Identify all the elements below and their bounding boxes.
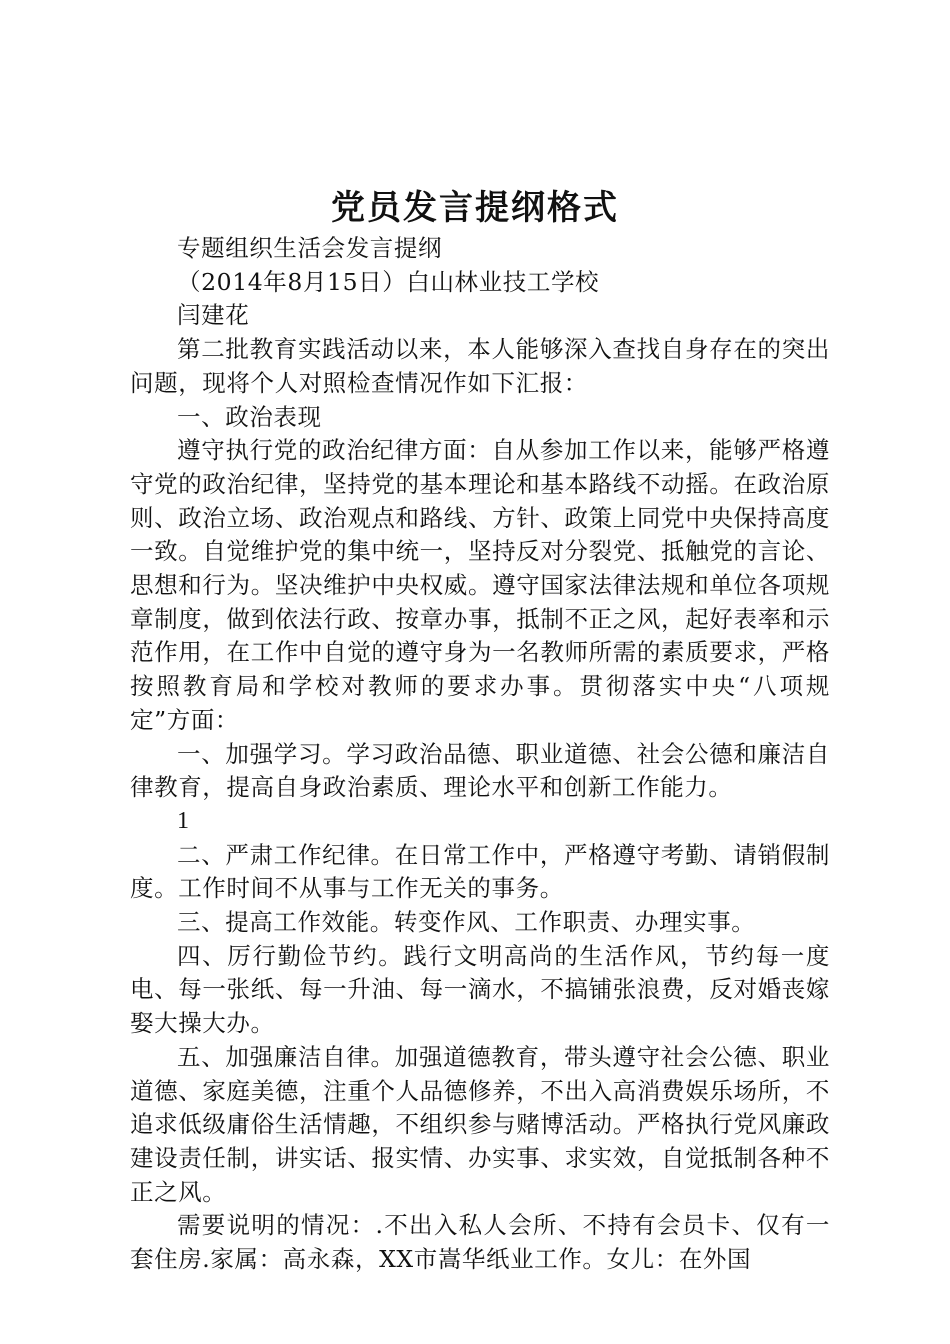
intro-paragraph: 第二批教育实践活动以来，本人能够深入查找自身存在的突出问题，现将个人对照检查情况作如下汇报：	[130, 335, 830, 397]
author-line: 闫建花	[177, 301, 250, 330]
document-title: 党员发言提纲格式	[331, 188, 619, 228]
date-school-line: （2014年8月15日）白山林业技工学校	[177, 267, 600, 296]
subtitle-line: 专题组织生活会发言提纲	[177, 234, 443, 262]
section-heading: 一、政治表现	[177, 402, 322, 431]
item-2-paragraph: 二、严肃工作纪律。在日常工作中，严格遵守考勤、请销假制度。工作时间不从事与工作无关的事务。	[130, 840, 830, 903]
item-4-paragraph: 四、厉行勤俭节约。践行文明高尚的生活作风，节约每一度电、每一张纸、每一升油、每一滴水，不搞铺张浪费，反对婚丧嫁娶大操大办。	[130, 941, 830, 1038]
document-body	[130, 232, 830, 1277]
item-1-paragraph: 一、加强学习。学习政治品德、职业道德、社会公德和廉洁自律教育，提高自身政治素质、理论水平和创新工作能力。	[130, 739, 830, 802]
item-5-paragraph: 五、加强廉洁自律。加强道德教育，带头遵守社会公德、职业道德、家庭美德，注重个人品德修养，不出入高消费娱乐场所，不追求低级庸俗生活情趣，不组织参与赌博活动。严格执行党风廉政建设责任制，讲实话、报实情、办实事、求实效，自觉抵制各种不正之风。	[130, 1042, 830, 1206]
item-3-paragraph: 三、提高工作效能。转变作风、工作职责、办理实事。	[177, 908, 756, 937]
page-number: 1	[177, 807, 190, 834]
political-discipline-paragraph: 遵守执行党的政治纪律方面：自从参加工作以来，能够严格遵守党的政治纪律，坚持党的基本理论和基本路线不动摇。在政治原则、政治立场、政治观点和路线、方针、政策上同党中央保持高度一致。自觉维护党的集中统一，坚持反对分裂党、抵触党的言论、思想和行为。坚决维护中央权威。遵守国家法律法规和单位各项规章制度，做到依法行政、按章办事，抵制不正之风，起好表率和示范作用，在工作中自觉的遵守身为一名教师所需的素质要求，严格按照教育局和学校对教师的要求办事。贯彻落实中央“八项规定”方面：	[130, 436, 830, 734]
notes-paragraph: 需要说明的情况：.不出入私人会所、不持有会员卡、仅有一套住房.家属：高永森，XX市嵩华纸业工作。女儿：在外国	[130, 1211, 830, 1274]
